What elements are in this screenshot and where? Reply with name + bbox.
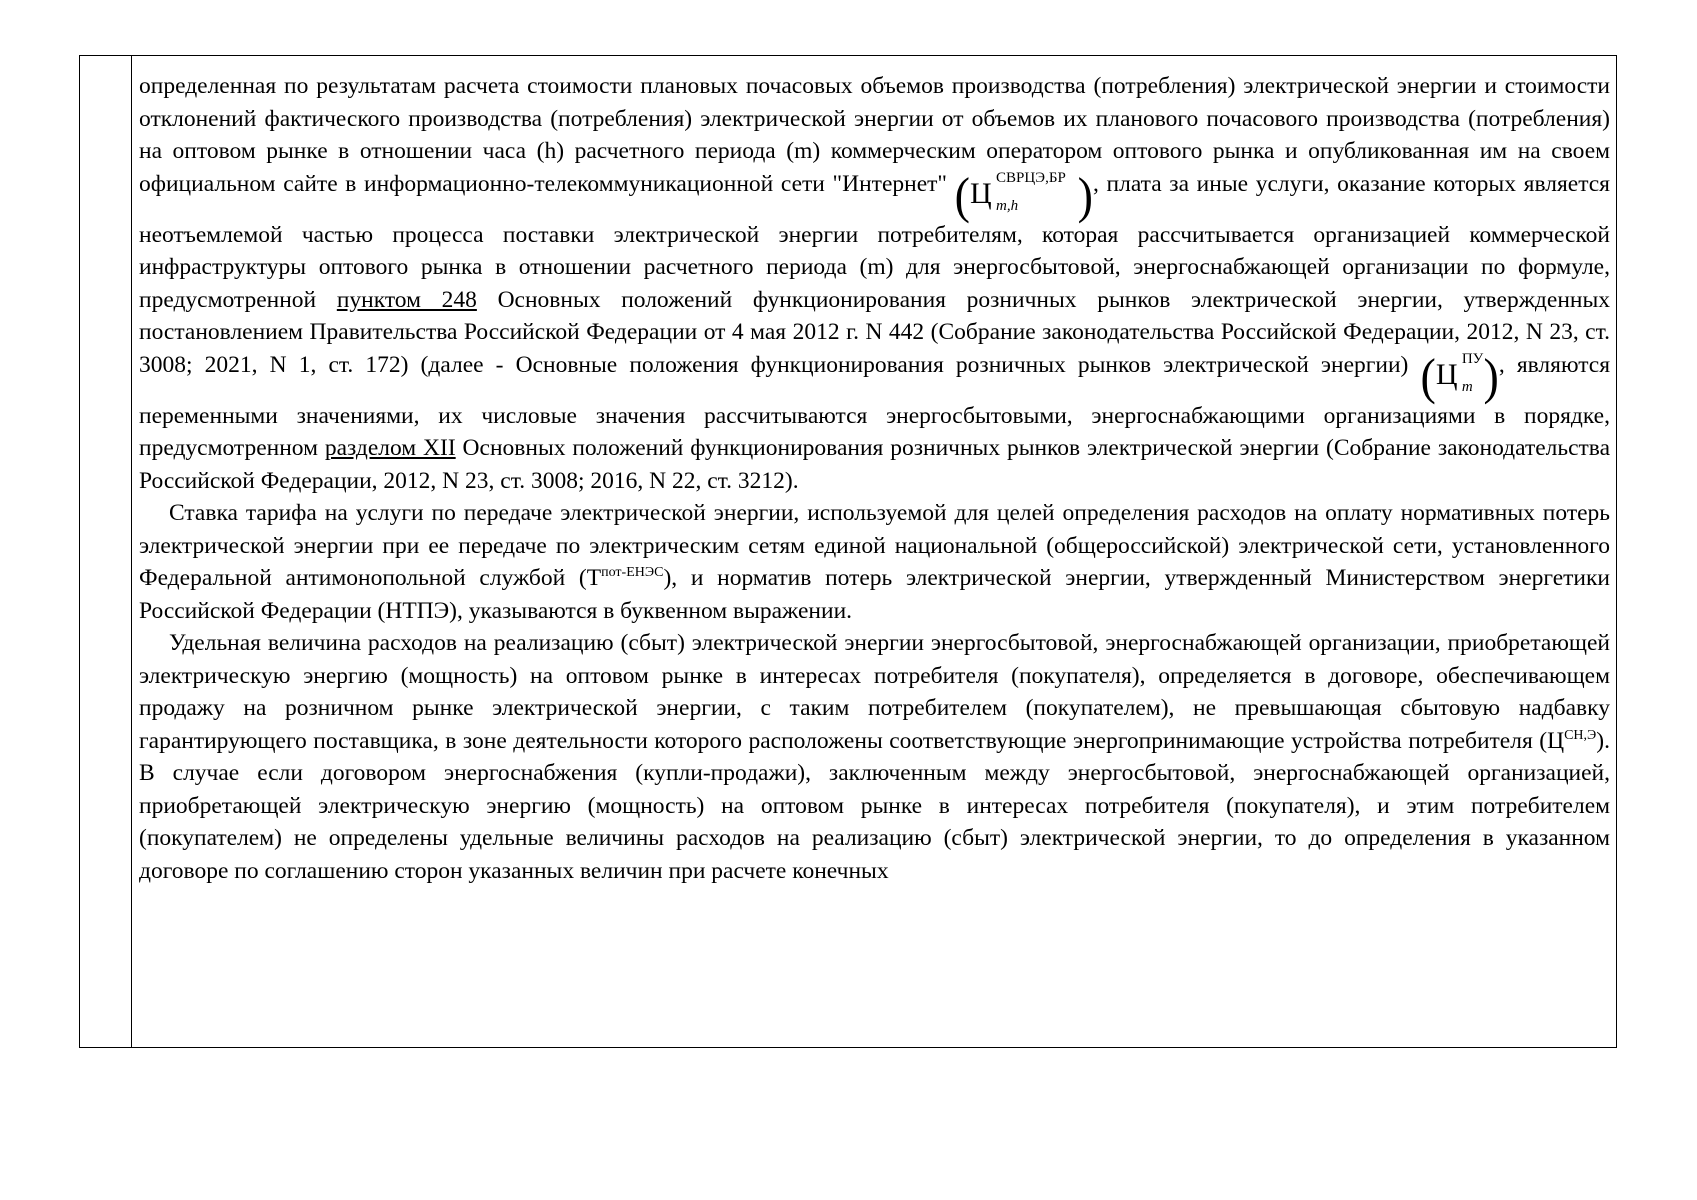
formula-price-svrce-br: (Ц СВРЦЭ,БР m,h ) (954, 166, 1093, 223)
paragraph-1-text-a: определенная по результатам расчета стоимости плановых почасовых объемов производства (потребления) электрической энергии и стоимости отклонений фактического производства (потребления) электрической энергии от объемов их планового почасового производства (потребления) на оптовом рынке в отношении часа (h) расчетного периода (m) коммерческим оператором оптового рынка и опубликованная им на своем официальном сайте в информационно-телекоммуникационной сети "Интернет" (139, 73, 1610, 197)
paragraph-1-text-c: Основных положений функционирования розничных рынков электрической энергии, утвержденных постановлением Правительства Российской Федерации от 4 мая 2012 г. N 442 (Собрание законодательства Российской Федерации, 2012, N 23, ст. 3008; 2021, N 1, ст. 172) (далее - Основные положения функционирования розничных рынков электрической энергии) (139, 286, 1611, 378)
formula-2-superscript: ПУ (1461, 350, 1484, 367)
tariff-superscript: пот-ЕНЭС (601, 565, 664, 580)
formula-2-subscript: m (1461, 378, 1473, 395)
paragraph-2-text-a: Ставка тарифа на услуги по передаче электрической энергии, используемой для целей определения расходов на оплату нормативных потерь электрической энергии при ее передаче по электрическим сетям единой национальной (общероссийской) электрической сети, установленного Федеральной антимонопольной службой (Т (139, 500, 1610, 591)
paragraph-1-text-d: , являются переменными значениями, их числовые значения рассчитываются энергосбытовыми, энергоснабжающими организациями в порядке, предусмотренном (139, 351, 1611, 461)
formula-price-pu: (Ц ПУ m ) (1420, 347, 1499, 404)
paragraph-1-text-b: , плата за иные услуги, оказание которых является неотъемлемой частью процесса поставки электрической энергии потребителям, которая рассчитывается организацией коммерческой инфраструктуры оптового рынка в отношении расчетного периода (m) для энергосбытовой, энергоснабжающей организации по формуле, предусмотренной (139, 170, 1610, 313)
formula-1-subscript: m,h (996, 197, 1019, 214)
document-table (79, 55, 1617, 1048)
paragraph-3 (139, 627, 1610, 887)
paragraph-2-text-b: ), и норматив потерь электрической энергии, утвержденный Министерством энергетики Российской Федерации (НТПЭ), указываются в буквенном выражении. (139, 565, 1611, 624)
formula-1-base: Ц (970, 176, 992, 210)
formula-1-superscript: СВРЦЭ,БР (996, 169, 1066, 186)
table-text-cell (133, 56, 1616, 1047)
paragraph-1-text-e: Основных положений функционирования розничных рынков электрической энергии (Собрание законодательства Российской Федерации, 2012, N 23, ст. 3008; 2016, N 22, ст. 3212). (139, 435, 1611, 494)
paragraph-3-text-a: Удельная величина расходов на реализацию (сбыт) электрической энергии энергосбытовой, энергоснабжающей организации, приобретающей электрическую энергию (мощность) на оптовом рынке в интересах потребителя (покупателя), определяется в договоре, обеспечивающем продажу на розничном рынке электрической энергии, с таким потребителем (покупателем), не превышающая сбытовую надбавку гарантирующего поставщика, в зоне деятельности которого расположены соответствующие энергопринимающие устройства потребителя (Ц (139, 630, 1610, 754)
paragraph-3-text-b: ). В случае если договором энергоснабжения (купли-продажи), заключенным между энергосбытовой, энергоснабжающей организацией, приобретающей электрическую энергию (мощность) на оптовом рынке в интересах потребителя (покупателя), и этим потребителем (покупателем) не определены удельные величины расходов на реализацию (сбыт) электрической энергии, то до определения в указанном договоре по соглашению сторон указанных величин при расчете конечных (139, 727, 1610, 884)
paragraph-1 (139, 70, 1610, 497)
table-left-column (80, 56, 132, 1047)
link-punkt-248[interactable]: пунктом 248 (336, 286, 477, 313)
paragraph-2 (139, 497, 1610, 627)
formula-2-base: Ц (1435, 357, 1458, 391)
sales-markup-superscript: СН,Э (1564, 727, 1597, 743)
link-razdel-xii[interactable]: разделом XII (324, 435, 456, 461)
